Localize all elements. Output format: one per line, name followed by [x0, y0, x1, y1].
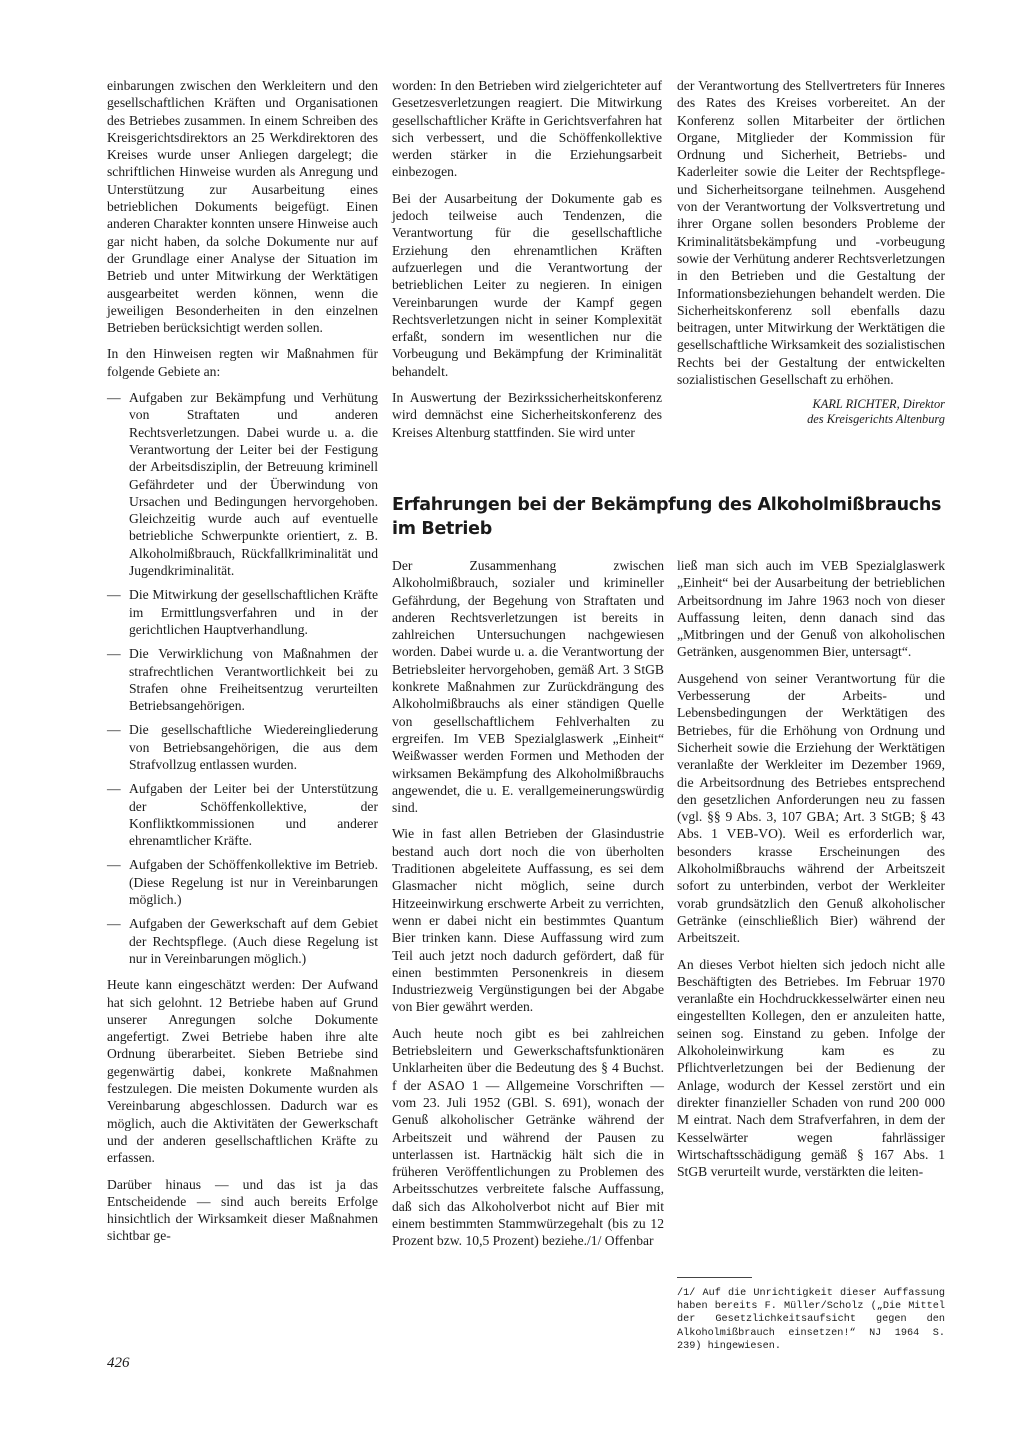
article-column-left	[392, 557, 664, 1259]
article-column-right	[677, 557, 945, 1189]
list-item: — Die gesellschaftliche Wiedereingliederung von Betriebsangehörigen, die aus dem Strafvollzug entlassen wurden.	[107, 722, 378, 772]
list-item: — Aufgaben zur Bekämpfung und Verhütung von Straftaten und anderen Rechtsverletzungen. Dabei wurde u. a. die Verantwortung der Leiter bei der Festigung der Arbeitsdisziplin, der Betreuung kriminell Gefährdeter und der Überwindung von Ursachen und Bedingungen hervorgehoben. Gleichzeitig wurde auch auf eventuelle betriebliche Schwerpunkte orientiert, z. B. Alkoholmißbrauch, Rückfallkriminalität und Jugendkriminalität.	[107, 390, 378, 579]
list-item: — Aufgaben der Schöffenkollektive im Betrieb. (Diese Regelung ist nur in Vereinbarungen möglich.)	[107, 857, 378, 908]
dash: —	[107, 390, 121, 406]
paragraph: Heute kann eingeschätzt werden: Der Aufwand hat sich gelohnt. 12 Betriebe haben auf Grund unserer Anregungen solche Dokumente angefertigt. Zwei Betriebe haben ihre alte Ordnung überarbeitet. Sieben Betriebe sind gegenwärtig dabei, konkrete Maßnahmen festzulegen. Die meisten Dokumente wurden als Vereinbarung abgeschlossen. Dadurch war es möglich, auch die Aktivitäten der Gewerkschaft und der anderen gesellschaftlichen Kräfte zu erfassen.	[107, 977, 378, 1166]
dash: —	[107, 781, 121, 797]
signature-line: KARL RICHTER, Direktor	[812, 397, 945, 412]
paragraph: In den Hinweisen regten wir Maßnahmen für folgende Gebiete an:	[107, 346, 378, 379]
dash: —	[107, 916, 121, 932]
dash: —	[107, 722, 121, 738]
paragraph: Ausgehend von seiner Verantwortung für die Verbesserung der Arbeits- und Lebensbedingungen der Werktätigen des Betriebes, für die Erhöhung von Ordnung und Sicherheit sowie die Erziehung der Werktätigen veranlaßte der Werkleiter im Dezember 1969, die Arbeitsordnung des Betriebes entsprechend den gesetzlichen Anforderungen neu zu fassen (vgl. §§ 9 Abs. 3, 107 GBA; Art. 3 StGB; § 43 Abs. 1 VEB-VO). Weil es erforderlich war, besonders krasse Erscheinungen des Alkoholmißbrauchs während der Arbeitszeit sofort zu unterbinden, verbot der Werkleiter vorab grundsätzlich den Genuß alkoholischer Getränke (einschließlich Bier) während der Arbeitszeit.	[677, 670, 945, 946]
paragraph: Auch heute noch gibt es bei zahlreichen Betriebsleitern und Gewerkschaftsfunktionären Unklarheiten über die Bedeutung des § 4 Buchst. f der ASAO 1 — Allgemeine Vorschriften — vom 23. Juli 1952 (GBl. S. 691), wonach der Genuß alkoholischer Getränke während der Arbeitszeit und während der Pausen zu unterlassen ist. Hartnäckig hält sich die in früheren Veröffentlichungen zu Problemen des Arbeitsschutzes verbreitete falsche Auffassung, daß sich das Alkoholverbot nicht auf Bier mit einem bestimmten Stammwürzegehalt (bis zu 12 Prozent bzw. 10,5 Prozent) beziehe./1/ Offenbar	[392, 1025, 664, 1249]
list-item: — Die Mitwirkung der gesellschaftlichen Kräfte im Ermittlungsverfahren und in der gerichtlichen Hauptverhandlung.	[107, 587, 378, 637]
paragraph: der Verantwortung des Stellvertreters für Inneres des Rates des Kreises vorbereitet. An der Konferenz sollen Mitarbeiter der örtlichen Organe, Mitglieder der Kommission für Ordnung und Sicherheit, Betriebs- und Kaderleiter sowie die Leiter der Rechtspflege- und Sicherheitsorgane teilnehmen. Ausgehend von der Verantwortung der Volksvertretung und ihrer Organe sollen besonders Probleme der Kriminalitätsbekämpfung und -vorbeugung sowie der Verhütung anderer Rechtsverletzungen in den Betrieben und die Gestaltung der Informationsbeziehungen behandelt werden. Die Sicherheitskonferenz soll ebenfalls dazu beitragen, unter Mitwirkung der Werktätigen die gesellschaftliche Wirksamkeit des sozialistischen Rechts bei der Gestaltung der entwickelten sozialistischen Gesellschaft zu erhöhen.	[677, 78, 945, 388]
paragraph: Bei der Ausarbeitung der Dokumente gab es jedoch teilweise auch Tendenzen, die Verantwortung für die gesellschaftliche Erziehung den ehrenamtlichen Kräften aufzuerlegen und die Verantwortung der betrieblichen Leiter zu negieren. In einigen Vereinbarungen wurde der Kampf gegen Rechtsverletzungen nicht in seiner Komplexität erfaßt, sondern im wesentlichen nur die Vorbeugung und Bekämpfung der Kriminalität behandelt.	[392, 190, 662, 379]
footnote: /1/ Auf die Unrichtigkeit dieser Auffassung haben bereits F. Müller/Scholz („Die Mittel der Gesetzlichkeitsaufsicht gegen den Alkoholmißbrauch einsetzen!“ NJ 1964 S. 239) hingewiesen.	[677, 1288, 945, 1352]
paragraph: Darüber hinaus — und das ist ja das Entscheidende — sind auch bereits Erfolge hinsichtlich der Wirksamkeit dieser Maßnahmen sichtbar ge-	[107, 1176, 378, 1244]
list-item: — Aufgaben der Gewerkschaft auf dem Gebiet der Rechtspflege. (Auch diese Regelung ist nur in Vereinbarungen möglich.)	[107, 916, 378, 966]
paragraph: Der Zusammenhang zwischen Alkoholmißbrauch, sozialer und krimineller Gefährdung, der Begehung von Straftaten und anderen Rechtsverletzungen ist bereits in zahlreichen Untersuchungen nachgewiesen worden. Dabei wurde u. a. die Verantwortung der Betriebsleiter hervorgehoben, gemäß Art. 3 StGB konkrete Maßnahmen zur Zurückdrängung des Alkoholmißbrauchs als einer ständigen Quelle von gesellschaftlichem Fehlverhalten zu ergreifen. Im VEB Spezialglaswerk „Einheit“ Weißwasser werden Formen und Methoden der wirksamen Bekämpfung des Alkoholmißbrauchs angewendet, die u. E. verallgemeinerungswürdig sind.	[392, 558, 664, 816]
column-3	[677, 77, 945, 427]
dash: —	[107, 646, 121, 662]
column-2	[392, 77, 662, 450]
measures-list	[107, 389, 378, 967]
paragraph: einbarungen zwischen den Werkleitern und den gesellschaftlichen Kräften und Organisationen des Betriebes zusammen. In einem Schreiben des Kreisgerichtsdirektors an 25 Werkdirektoren des Kreises wurde unser Anliegen dargelegt; die schriftlichen Hinweise wurden als Anregung und Unterstützung zur Ausarbeitung eines betrieblichen Dokuments beigefügt. Einen anderen Charakter konnten unsere Hinweise auch gar nicht haben, da solche Dokumente nur auf der Grundlage einer Analyse der Situation im Betrieb und unter Mitwirkung der Werktätigen ausgearbeitet werden können, wenn die jeweiligen Besonderheiten in den einzelnen Betrieben berücksichtigt werden sollen.	[107, 78, 378, 336]
list-item: — Die Verwirklichung von Maßnahmen der strafrechtlichen Verantwortlichkeit bei zu Strafen ohne Freiheitsentzug verurteilten Betriebsangehörigen.	[107, 646, 378, 714]
footnote-divider	[677, 1277, 752, 1278]
signature-line: des Kreisgerichts Altenburg	[807, 412, 945, 427]
article-title: Erfahrungen bei der Bekämpfung des Alkoholmißbrauchs im Betrieb	[392, 495, 942, 539]
paragraph: In Auswertung der Bezirkssicherheitskonferenz wird demnächst eine Sicherheitskonferenz des Kreises Altenburg stattfinden. Sie wird unter	[392, 390, 662, 440]
page-number: 426	[107, 1355, 130, 1371]
dash: —	[107, 587, 121, 603]
paragraph: An dieses Verbot hielten sich jedoch nicht alle Beschäftigten des Betriebes. Im Februar 1970 veranlaßte ein Hochdruckkesselwärter einen neu eingestellten Kollegen, den er anzuleiten hatte, seinen sog. Einstand zu geben. Infolge der Alkoholeinwirkung kam es zu Pflichtverletzungen bei der Bedienung der Anlage, wodurch der Kessel zerstört und ein direkter finanzieller Schaden von rund 200 000 M eintrat. Nach dem Strafverfahren, in dem der Kesselwärter wegen fahrlässiger Wirtschaftsschädigung gemäß § 167 Abs. 1 StGB verurteilt wurde, verstärkten die leiten-	[677, 956, 945, 1180]
column-1	[107, 77, 378, 1254]
paragraph: worden: In den Betrieben wird zielgerichteter auf Gesetzesverletzungen reagiert. Die Mitwirkung gesellschaftlicher Kräfte in Gerichtsverfahren hat sich verbessert, und die Schöffenkollektive werden stärker in die Erziehungsarbeit einbezogen.	[392, 78, 662, 180]
paragraph: Wie in fast allen Betrieben der Glasindustrie bestand auch dort noch die von überholten Traditionen abgeleitete Auffassung, es sei dem Glasmacher nicht möglich, seine durch Hitzeeinwirkung erschwerte Arbeit zu verrichten, wenn er dabei nicht ein bestimmtes Quantum Bier trinken kann. Diese Auffassung wird zum Teil auch jetzt noch dadurch gefördert, daß für einen bestimmten Personenkreis in diesem Industriezweig Vergünstigungen bei der Abgabe von Bier gewährt werden.	[392, 826, 664, 1015]
dash: —	[107, 857, 121, 873]
paragraph: ließ man sich auch im VEB Spezialglaswerk „Einheit“ bei der Ausarbeitung der betrieblichen Arbeitsordnung im Jahre 1963 noch von dieser Auffassung leiten, denn danach sind das „Mitbringen und der Genuß von alkoholischen Getränken, ausgenommen Bier, untersagt“.	[677, 558, 945, 660]
list-item: — Aufgaben der Leiter bei der Unterstützung der Schöffenkollektive, der Konfliktkommissionen und anderer ehrenamtlicher Kräfte.	[107, 781, 378, 849]
author-signature	[677, 397, 945, 427]
